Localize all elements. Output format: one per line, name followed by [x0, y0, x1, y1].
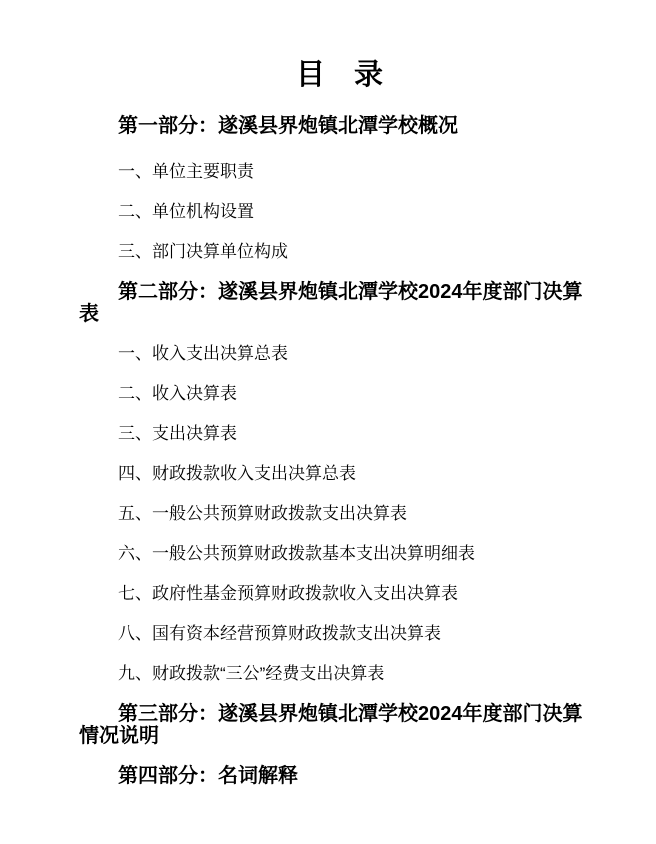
toc-section-heading: 第一部分：遂溪县界炮镇北潭学校概况 — [118, 115, 458, 137]
toc-entry: 五、一般公共预算财政拨款支出决算表 — [118, 504, 407, 523]
toc-entry: 三、支出决算表 — [118, 424, 237, 443]
page-title: 目 录 — [295, 59, 383, 91]
toc-entry: 二、收入决算表 — [118, 384, 237, 403]
toc-entry: 八、国有资本经营预算财政拨款支出决算表 — [118, 624, 441, 643]
toc-entry: 九、财政拨款“三公”经费支出决算表 — [118, 664, 385, 683]
toc-entry: 四、财政拨款收入支出决算总表 — [118, 464, 356, 483]
toc-entry: 七、政府性基金预算财政拨款收入支出决算表 — [118, 584, 458, 603]
toc-entry: 六、一般公共预算财政拨款基本支出决算明细表 — [118, 544, 475, 563]
toc-entry: 二、单位机构设置 — [118, 202, 254, 221]
toc-entry: 一、收入支出决算总表 — [118, 344, 288, 363]
toc-entry: 一、单位主要职责 — [118, 162, 254, 181]
toc-section-heading: 第四部分：名词解释 — [118, 765, 298, 787]
toc-section-heading: 第三部分：遂溪县界炮镇北潭学校2024年度部门决算情况说明 — [79, 703, 583, 747]
toc-section-heading: 第二部分：遂溪县界炮镇北潭学校2024年度部门决算表 — [79, 281, 583, 325]
toc-list — [79, 115, 600, 787]
toc-entry: 三、部门决算单位构成 — [118, 242, 288, 261]
